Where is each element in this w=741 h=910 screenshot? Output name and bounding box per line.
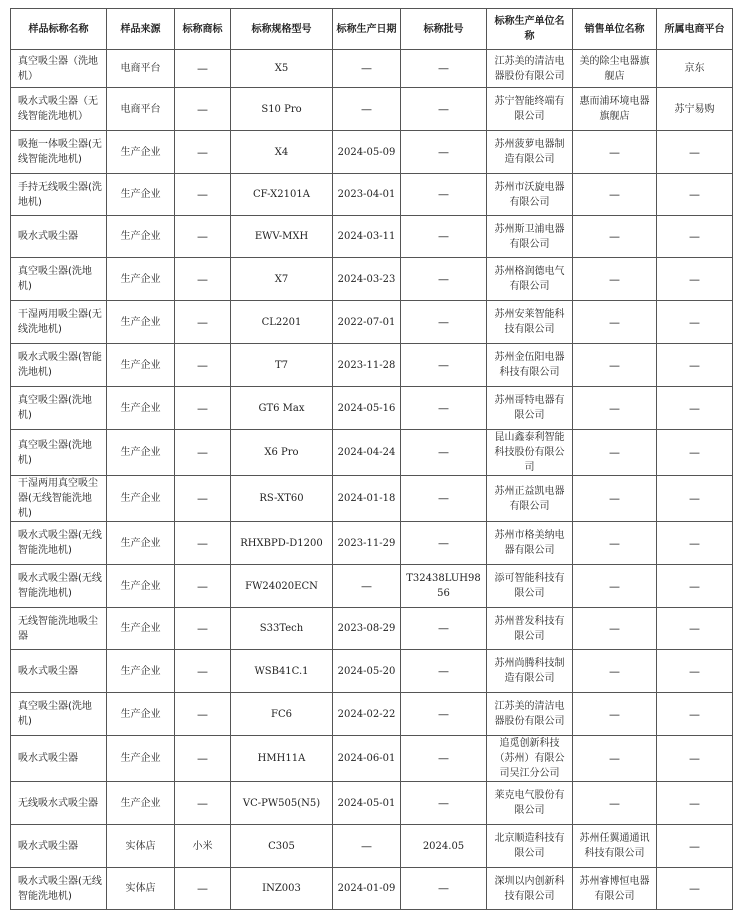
cell-batch-number: — [401, 650, 487, 693]
cell-seller: 苏州任翼通通讯科技有限公司 [573, 825, 657, 868]
cell-production-date: 2022-07-01 [333, 301, 401, 344]
table-row [11, 88, 733, 131]
cell-platform: — [657, 301, 733, 344]
cell-sample-name: 真空吸尘器(洗地机) [11, 693, 107, 736]
cell-sample-source: 生产企业 [107, 258, 175, 301]
cell-trademark: — [175, 131, 231, 174]
cell-production-date: — [333, 88, 401, 131]
table-row [11, 344, 733, 387]
cell-sample-name: 吸水式吸尘器 [11, 825, 107, 868]
cell-seller: — [573, 258, 657, 301]
header-batch-number: 标称批号 [401, 9, 487, 50]
cell-manufacturer: 苏州市格美纳电器有限公司 [487, 522, 573, 565]
cell-sample-name: 吸水式吸尘器 [11, 216, 107, 258]
cell-seller: — [573, 216, 657, 258]
cell-sample-name: 吸水式吸尘器 [11, 736, 107, 782]
cell-sample-name: 真空吸尘器(洗地机) [11, 387, 107, 430]
table-header-row [11, 9, 733, 50]
header-platform: 所属电商平台 [657, 9, 733, 50]
cell-batch-number: 2024.05 [401, 825, 487, 868]
cell-model: T7 [231, 344, 333, 387]
cell-manufacturer: 添可智能科技有限公司 [487, 565, 573, 608]
cell-sample-name: 吸水式吸尘器(无线智能洗地机) [11, 522, 107, 565]
cell-platform: — [657, 565, 733, 608]
cell-manufacturer: 苏州斯卫浦电器有限公司 [487, 216, 573, 258]
cell-production-date: 2023-04-01 [333, 174, 401, 216]
table-row [11, 476, 733, 522]
cell-sample-source: 生产企业 [107, 736, 175, 782]
cell-sample-source: 生产企业 [107, 476, 175, 522]
cell-model: HMH11A [231, 736, 333, 782]
cell-manufacturer: 莱克电气股份有限公司 [487, 782, 573, 825]
header-sample-source: 样品来源 [107, 9, 175, 50]
table-row [11, 565, 733, 608]
cell-manufacturer: 北京顺造科技有限公司 [487, 825, 573, 868]
cell-sample-name: 吸水式吸尘器(无线智能洗地机) [11, 868, 107, 910]
cell-manufacturer: 苏州正益凯电器有限公司 [487, 476, 573, 522]
cell-production-date: — [333, 565, 401, 608]
cell-production-date: — [333, 50, 401, 88]
table-row [11, 736, 733, 782]
table-row [11, 608, 733, 650]
cell-manufacturer: 苏州安莱智能科技有限公司 [487, 301, 573, 344]
cell-seller: — [573, 344, 657, 387]
cell-batch-number: — [401, 258, 487, 301]
cell-trademark: — [175, 174, 231, 216]
cell-production-date: 2024-05-16 [333, 387, 401, 430]
cell-production-date: 2024-05-09 [333, 131, 401, 174]
cell-seller: — [573, 387, 657, 430]
cell-seller: 惠而浦环境电器旗舰店 [573, 88, 657, 131]
cell-sample-source: 实体店 [107, 868, 175, 910]
cell-trademark: — [175, 782, 231, 825]
cell-sample-source: 生产企业 [107, 216, 175, 258]
cell-production-date: 2024-02-22 [333, 693, 401, 736]
cell-platform: — [657, 693, 733, 736]
cell-manufacturer: 苏州金伍阳电器科技有限公司 [487, 344, 573, 387]
cell-seller: — [573, 522, 657, 565]
cell-sample-name: 吸水式吸尘器 [11, 650, 107, 693]
cell-model: X7 [231, 258, 333, 301]
header-model: 标称规格型号 [231, 9, 333, 50]
cell-model: S10 Pro [231, 88, 333, 131]
cell-seller: — [573, 736, 657, 782]
cell-sample-source: 生产企业 [107, 301, 175, 344]
cell-manufacturer: 苏州尚腾科技制造有限公司 [487, 650, 573, 693]
table-row [11, 50, 733, 88]
cell-platform: 苏宁易购 [657, 88, 733, 131]
cell-sample-source: 生产企业 [107, 174, 175, 216]
header-production-date: 标称生产日期 [333, 9, 401, 50]
cell-sample-name: 吸水式吸尘器(智能洗地机) [11, 344, 107, 387]
cell-batch-number: — [401, 476, 487, 522]
cell-sample-source: 生产企业 [107, 430, 175, 476]
header-sample-name: 样品标称名称 [11, 9, 107, 50]
cell-production-date: 2024-03-11 [333, 216, 401, 258]
cell-platform: 京东 [657, 50, 733, 88]
cell-seller: — [573, 693, 657, 736]
cell-platform: — [657, 131, 733, 174]
cell-manufacturer: 苏州菠萝电器制造有限公司 [487, 131, 573, 174]
cell-manufacturer: 苏州哥特电器有限公司 [487, 387, 573, 430]
cell-batch-number: — [401, 88, 487, 131]
cell-sample-source: 生产企业 [107, 693, 175, 736]
cell-sample-source: 电商平台 [107, 88, 175, 131]
cell-sample-source: 生产企业 [107, 344, 175, 387]
table-row [11, 693, 733, 736]
table-body [11, 50, 733, 910]
cell-sample-name: 真空吸尘器(洗地机) [11, 258, 107, 301]
cell-batch-number: — [401, 868, 487, 910]
header-trademark: 标称商标 [175, 9, 231, 50]
product-table-wrapper [10, 8, 733, 910]
cell-production-date: 2023-08-29 [333, 608, 401, 650]
cell-model: X6 Pro [231, 430, 333, 476]
cell-production-date: 2024-03-23 [333, 258, 401, 301]
cell-trademark: — [175, 344, 231, 387]
cell-model: WSB41C.1 [231, 650, 333, 693]
cell-sample-source: 生产企业 [107, 608, 175, 650]
cell-batch-number: T32438LUH9856 [401, 565, 487, 608]
cell-trademark: — [175, 608, 231, 650]
cell-model: INZ003 [231, 868, 333, 910]
cell-trademark: — [175, 476, 231, 522]
table-row [11, 522, 733, 565]
cell-seller: — [573, 430, 657, 476]
cell-sample-name: 吸水式吸尘器(无线智能洗地机) [11, 565, 107, 608]
cell-manufacturer: 昆山鑫泰利智能科技股份有限公司 [487, 430, 573, 476]
cell-trademark: — [175, 693, 231, 736]
cell-sample-name: 真空吸尘器（洗地机） [11, 50, 107, 88]
cell-production-date: 2024-05-20 [333, 650, 401, 693]
cell-sample-name: 吸水式吸尘器（无线智能洗地机） [11, 88, 107, 131]
cell-production-date: 2023-11-28 [333, 344, 401, 387]
cell-platform: — [657, 344, 733, 387]
cell-sample-source: 生产企业 [107, 387, 175, 430]
table-row [11, 216, 733, 258]
table-row [11, 301, 733, 344]
cell-batch-number: — [401, 216, 487, 258]
table-row [11, 868, 733, 910]
cell-seller: — [573, 476, 657, 522]
cell-manufacturer: 追觅创新科技（苏州）有限公司吴江分公司 [487, 736, 573, 782]
table-row [11, 430, 733, 476]
cell-production-date: 2024-06-01 [333, 736, 401, 782]
cell-seller: — [573, 650, 657, 693]
cell-sample-source: 生产企业 [107, 522, 175, 565]
cell-trademark: — [175, 430, 231, 476]
cell-platform: — [657, 216, 733, 258]
cell-batch-number: — [401, 693, 487, 736]
cell-sample-name: 干湿两用真空吸尘器(无线智能洗地机) [11, 476, 107, 522]
cell-sample-source: 生产企业 [107, 650, 175, 693]
cell-trademark: — [175, 216, 231, 258]
cell-manufacturer: 苏宁智能终端有限公司 [487, 88, 573, 131]
cell-manufacturer: 苏州普发科技有限公司 [487, 608, 573, 650]
table-row [11, 650, 733, 693]
cell-platform: — [657, 522, 733, 565]
cell-trademark: — [175, 258, 231, 301]
cell-batch-number: — [401, 344, 487, 387]
cell-seller: — [573, 782, 657, 825]
cell-trademark: 小米 [175, 825, 231, 868]
cell-sample-name: 真空吸尘器(洗地机) [11, 430, 107, 476]
cell-platform: — [657, 650, 733, 693]
cell-trademark: — [175, 88, 231, 131]
cell-batch-number: — [401, 301, 487, 344]
cell-sample-source: 电商平台 [107, 50, 175, 88]
cell-batch-number: — [401, 430, 487, 476]
cell-manufacturer: 深圳以内创新科技有限公司 [487, 868, 573, 910]
cell-production-date: 2024-05-01 [333, 782, 401, 825]
cell-sample-name: 无线吸水式吸尘器 [11, 782, 107, 825]
cell-sample-name: 手持无线吸尘器(洗地机) [11, 174, 107, 216]
cell-batch-number: — [401, 387, 487, 430]
cell-seller: 美的除尘电器旗舰店 [573, 50, 657, 88]
cell-platform: — [657, 476, 733, 522]
cell-trademark: — [175, 868, 231, 910]
cell-production-date: 2024-01-18 [333, 476, 401, 522]
table-row [11, 782, 733, 825]
cell-manufacturer: 江苏美的清洁电器股份有限公司 [487, 693, 573, 736]
cell-model: X5 [231, 50, 333, 88]
cell-sample-source: 生产企业 [107, 782, 175, 825]
cell-sample-source: 生产企业 [107, 131, 175, 174]
cell-manufacturer: 苏州市沃旋电器有限公司 [487, 174, 573, 216]
cell-model: FC6 [231, 693, 333, 736]
cell-model: RS-XT60 [231, 476, 333, 522]
cell-batch-number: — [401, 522, 487, 565]
cell-platform: — [657, 174, 733, 216]
cell-production-date: 2024-04-24 [333, 430, 401, 476]
cell-sample-name: 无线智能洗地吸尘器 [11, 608, 107, 650]
cell-platform: — [657, 258, 733, 301]
cell-sample-name: 吸拖一体吸尘器(无线智能洗地机) [11, 131, 107, 174]
cell-manufacturer: 江苏美的清洁电器股份有限公司 [487, 50, 573, 88]
cell-batch-number: — [401, 50, 487, 88]
cell-model: FW24020ECN [231, 565, 333, 608]
cell-trademark: — [175, 565, 231, 608]
table-row [11, 131, 733, 174]
cell-trademark: — [175, 736, 231, 782]
cell-model: GT6 Max [231, 387, 333, 430]
cell-platform: — [657, 608, 733, 650]
cell-batch-number: — [401, 608, 487, 650]
cell-production-date: 2023-11-29 [333, 522, 401, 565]
cell-seller: — [573, 131, 657, 174]
cell-platform: — [657, 430, 733, 476]
cell-trademark: — [175, 301, 231, 344]
cell-sample-name: 干湿两用吸尘器(无线洗地机) [11, 301, 107, 344]
product-sample-table [10, 8, 733, 910]
cell-manufacturer: 苏州格润德电气有限公司 [487, 258, 573, 301]
cell-platform: — [657, 387, 733, 430]
table-row [11, 258, 733, 301]
cell-model: VC-PW505(N5) [231, 782, 333, 825]
table-row [11, 387, 733, 430]
cell-trademark: — [175, 522, 231, 565]
cell-seller: — [573, 174, 657, 216]
cell-trademark: — [175, 650, 231, 693]
cell-model: EWV-MXH [231, 216, 333, 258]
cell-trademark: — [175, 50, 231, 88]
cell-model: CL2201 [231, 301, 333, 344]
cell-platform: — [657, 736, 733, 782]
table-row [11, 825, 733, 868]
cell-production-date: — [333, 825, 401, 868]
header-manufacturer: 标称生产单位名称 [487, 9, 573, 50]
cell-sample-source: 生产企业 [107, 565, 175, 608]
cell-seller: — [573, 565, 657, 608]
cell-seller: — [573, 301, 657, 344]
header-seller: 销售单位名称 [573, 9, 657, 50]
cell-model: C305 [231, 825, 333, 868]
cell-model: S33Tech [231, 608, 333, 650]
cell-batch-number: — [401, 131, 487, 174]
cell-batch-number: — [401, 782, 487, 825]
cell-batch-number: — [401, 736, 487, 782]
cell-seller: — [573, 608, 657, 650]
cell-production-date: 2024-01-09 [333, 868, 401, 910]
cell-batch-number: — [401, 174, 487, 216]
cell-model: RHXBPD-D1200 [231, 522, 333, 565]
cell-model: X4 [231, 131, 333, 174]
cell-sample-source: 实体店 [107, 825, 175, 868]
cell-model: CF-X2101A [231, 174, 333, 216]
table-row [11, 174, 733, 216]
cell-seller: 苏州睿博恒电器有限公司 [573, 868, 657, 910]
cell-platform: — [657, 825, 733, 868]
cell-trademark: — [175, 387, 231, 430]
cell-platform: — [657, 782, 733, 825]
cell-platform: — [657, 868, 733, 910]
